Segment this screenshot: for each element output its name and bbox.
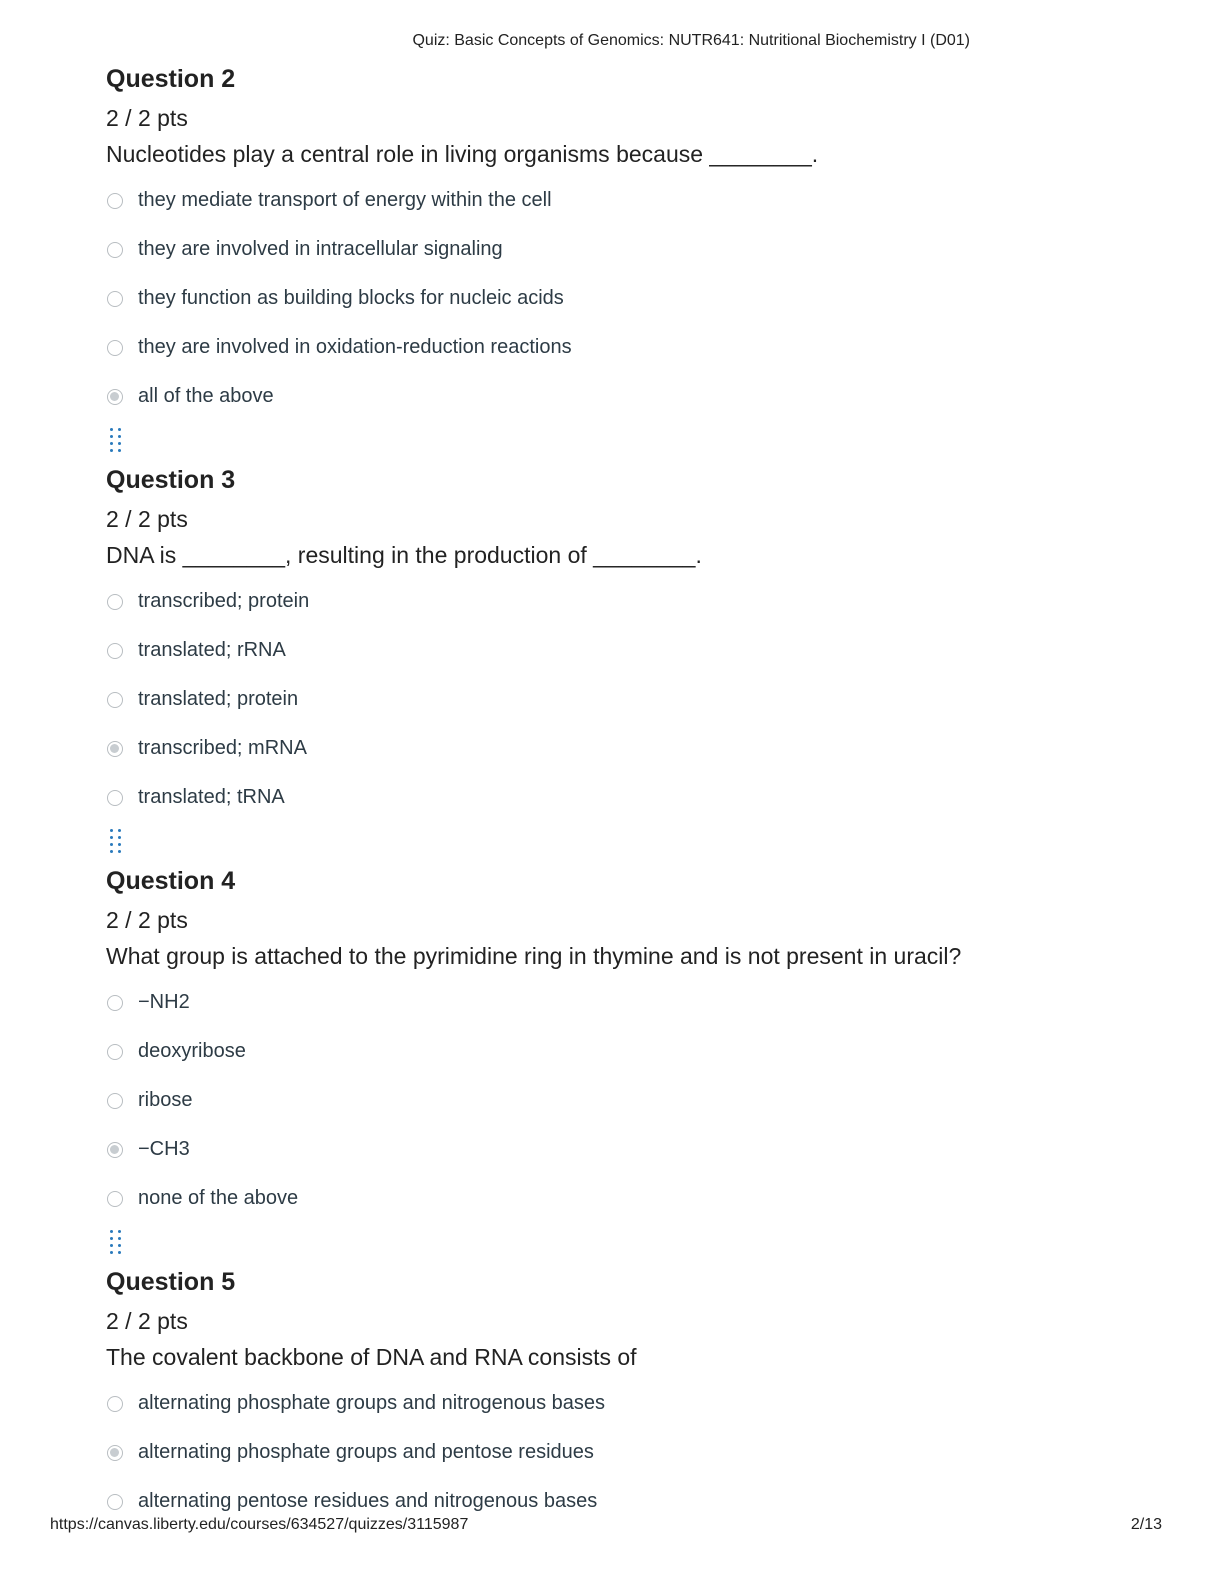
- answer-label: all of the above: [138, 385, 274, 407]
- answer-option[interactable]: [106, 1174, 1106, 1223]
- answer-option[interactable]: [106, 773, 1106, 822]
- question-text: The covalent backbone of DNA and RNA consists of: [106, 1344, 637, 1370]
- radio-button[interactable]: [107, 790, 123, 806]
- answer-option[interactable]: [106, 626, 1106, 675]
- question-4: [106, 860, 1106, 1261]
- answer-label: they function as building blocks for nucleic acids: [138, 287, 564, 309]
- answer-list: [106, 577, 1106, 822]
- answer-label: transcribed; mRNA: [138, 737, 307, 759]
- question-text: DNA is ________, resulting in the production of ________.: [106, 542, 702, 568]
- question-3: [106, 459, 1106, 860]
- answer-label: ribose: [138, 1089, 193, 1111]
- question-text: What group is attached to the pyrimidine ring in thymine and is not present in uracil?: [106, 943, 962, 969]
- radio-button[interactable]: [107, 1093, 123, 1109]
- print-header-title: Quiz: Basic Concepts of Genomics: NUTR641: Nutritional Biochemistry I (D01): [412, 32, 970, 49]
- question-2: [106, 58, 1106, 459]
- radio-button-selected[interactable]: [107, 1142, 123, 1158]
- answer-label: they are involved in oxidation-reduction reactions: [138, 336, 572, 358]
- quiz-content: [106, 58, 1106, 1526]
- answer-label: they are involved in intracellular signaling: [138, 238, 503, 260]
- answer-label: translated; tRNA: [138, 786, 285, 808]
- radio-button[interactable]: [107, 242, 123, 258]
- radio-button[interactable]: [107, 1044, 123, 1060]
- radio-button[interactable]: [107, 594, 123, 610]
- answer-list: [106, 176, 1106, 421]
- answer-label: alternating phosphate groups and pentose residues: [138, 1441, 594, 1463]
- radio-button[interactable]: [107, 692, 123, 708]
- answer-label: translated; protein: [138, 688, 299, 710]
- question-title: Question 5: [106, 1268, 236, 1296]
- drag-handle-icon[interactable]: [106, 421, 1106, 459]
- radio-button[interactable]: [107, 1396, 123, 1412]
- answer-label: translated; rRNA: [138, 639, 286, 661]
- answer-option-selected[interactable]: [106, 1428, 1106, 1477]
- answer-label: they mediate transport of energy within the cell: [138, 189, 552, 211]
- answer-list: [106, 1379, 1106, 1526]
- answer-option[interactable]: [106, 1027, 1106, 1076]
- answer-label: none of the above: [138, 1187, 299, 1209]
- question-points: 2 / 2 pts: [106, 105, 188, 131]
- answer-option[interactable]: [106, 1076, 1106, 1125]
- answer-option-selected[interactable]: [106, 1125, 1106, 1174]
- answer-option[interactable]: [106, 1379, 1106, 1428]
- drag-handle-icon[interactable]: [106, 822, 1106, 860]
- question-title: Question 3: [106, 466, 236, 494]
- answer-option[interactable]: [106, 675, 1106, 724]
- answer-option-selected[interactable]: [106, 724, 1106, 773]
- question-text: Nucleotides play a central role in living organisms because ________.: [106, 141, 819, 167]
- answer-label: −CH3: [138, 1138, 190, 1160]
- answer-option[interactable]: [106, 274, 1106, 323]
- radio-button[interactable]: [107, 340, 123, 356]
- answer-option[interactable]: [106, 577, 1106, 626]
- answer-label: alternating phosphate groups and nitrogenous bases: [138, 1392, 606, 1414]
- answer-option[interactable]: [106, 323, 1106, 372]
- print-footer-url: https://canvas.liberty.edu/courses/634527/quizzes/3115987: [50, 1516, 469, 1533]
- answer-label: −NH2: [138, 991, 190, 1013]
- question-title: Question 2: [106, 65, 236, 93]
- radio-button[interactable]: [107, 1494, 123, 1510]
- print-footer-page-number: 2/13: [1130, 1516, 1162, 1533]
- answer-label: alternating pentose residues and nitrogenous bases: [138, 1490, 598, 1512]
- radio-button[interactable]: [107, 643, 123, 659]
- question-points: 2 / 2 pts: [106, 1308, 188, 1334]
- answer-option[interactable]: [106, 978, 1106, 1027]
- answer-option[interactable]: [106, 176, 1106, 225]
- question-5: [106, 1261, 1106, 1526]
- radio-button-selected[interactable]: [107, 741, 123, 757]
- radio-button-selected[interactable]: [107, 389, 123, 405]
- question-points: 2 / 2 pts: [106, 907, 188, 933]
- answer-label: deoxyribose: [138, 1040, 246, 1062]
- answer-list: [106, 978, 1106, 1223]
- radio-button[interactable]: [107, 1191, 123, 1207]
- radio-button[interactable]: [107, 193, 123, 209]
- radio-button[interactable]: [107, 995, 123, 1011]
- question-points: 2 / 2 pts: [106, 506, 188, 532]
- answer-option-selected[interactable]: [106, 372, 1106, 421]
- answer-label: transcribed; protein: [138, 590, 310, 612]
- answer-option[interactable]: [106, 225, 1106, 274]
- radio-button-selected[interactable]: [107, 1445, 123, 1461]
- radio-button[interactable]: [107, 291, 123, 307]
- question-title: Question 4: [106, 867, 236, 895]
- drag-handle-icon[interactable]: [106, 1223, 1106, 1261]
